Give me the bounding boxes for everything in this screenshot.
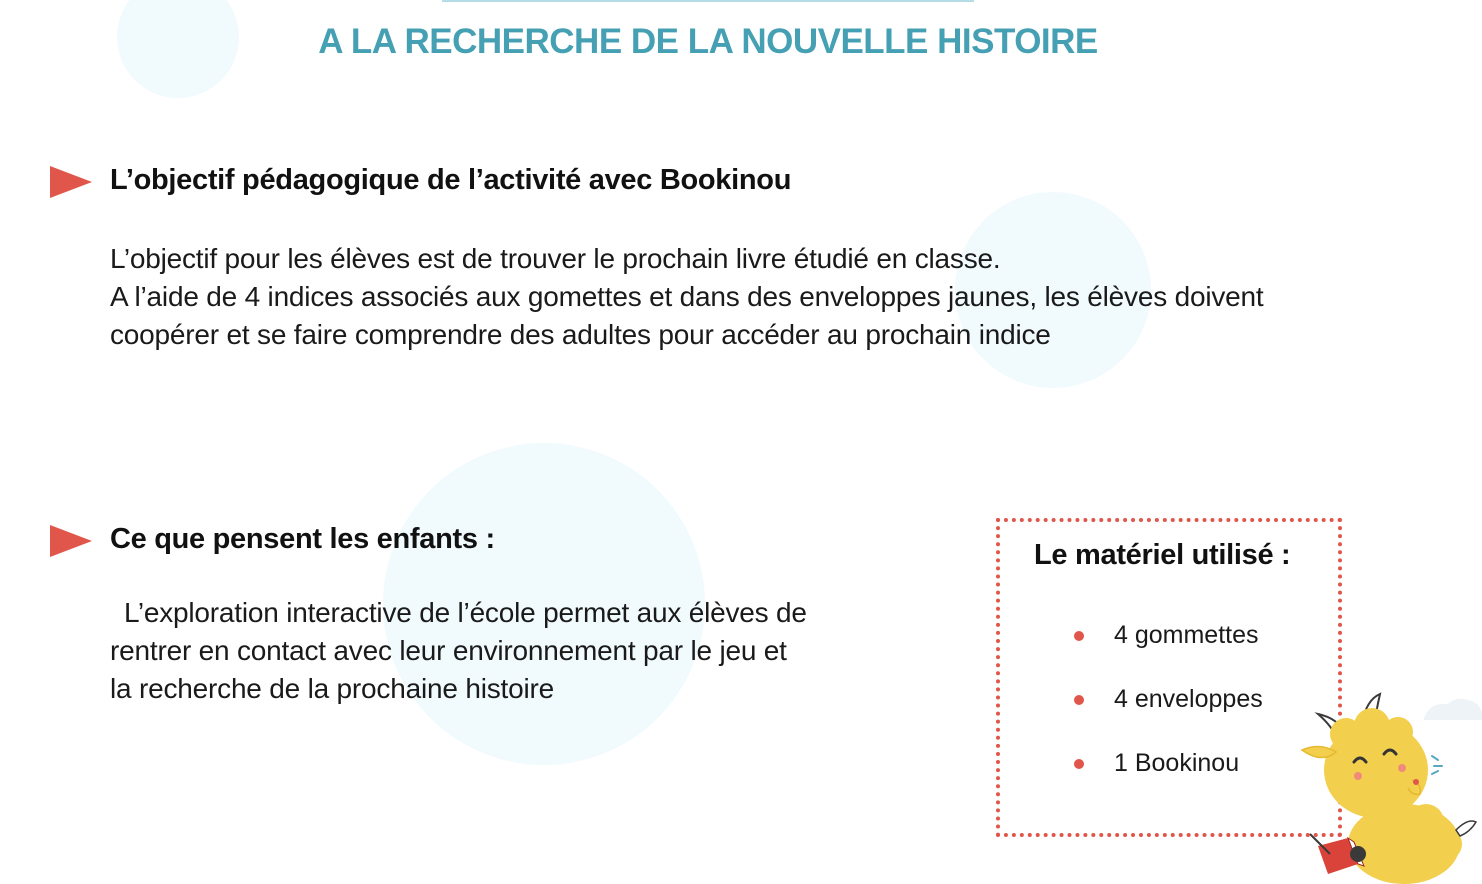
list-item: 4 gommettes (1072, 619, 1263, 683)
list-item: 4 enveloppes (1072, 683, 1263, 747)
paragraph-line: L’exploration interactive de l’école permet aux élèves de (124, 597, 807, 628)
paragraph-line: la recherche de la prochaine histoire (110, 673, 554, 704)
paragraph-line: coopérer et se faire comprendre des adultes pour accéder au prochain indice (110, 319, 1051, 350)
page-title: A LA RECHERCHE DE LA NOUVELLE HISTOIRE (318, 22, 1098, 61)
list-item: 1 Bookinou (1072, 747, 1263, 811)
objective-paragraph (110, 240, 1410, 354)
paragraph-line: L’objectif pour les élèves est de trouver le prochain livre étudié en classe. (110, 243, 1001, 274)
section-heading-objective: L’objectif pédagogique de l’activité avec Bookinou (110, 164, 792, 196)
materials-title: Le matériel utilisé : (1034, 539, 1291, 571)
paragraph-line: A l’aide de 4 indices associés aux gomettes et dans des enveloppes jaunes, les élèves doivent (110, 281, 1264, 312)
goat-mascot-illustration (1296, 684, 1482, 884)
materials-list (1072, 619, 1263, 811)
children-paragraph (110, 594, 910, 708)
triangle-arrow-icon (50, 525, 92, 557)
top-divider (442, 0, 974, 2)
paragraph-line: rentrer en contact avec leur environnement par le jeu et (110, 635, 787, 666)
section-heading-children: Ce que pensent les enfants : (110, 523, 495, 555)
triangle-arrow-icon (50, 166, 92, 198)
